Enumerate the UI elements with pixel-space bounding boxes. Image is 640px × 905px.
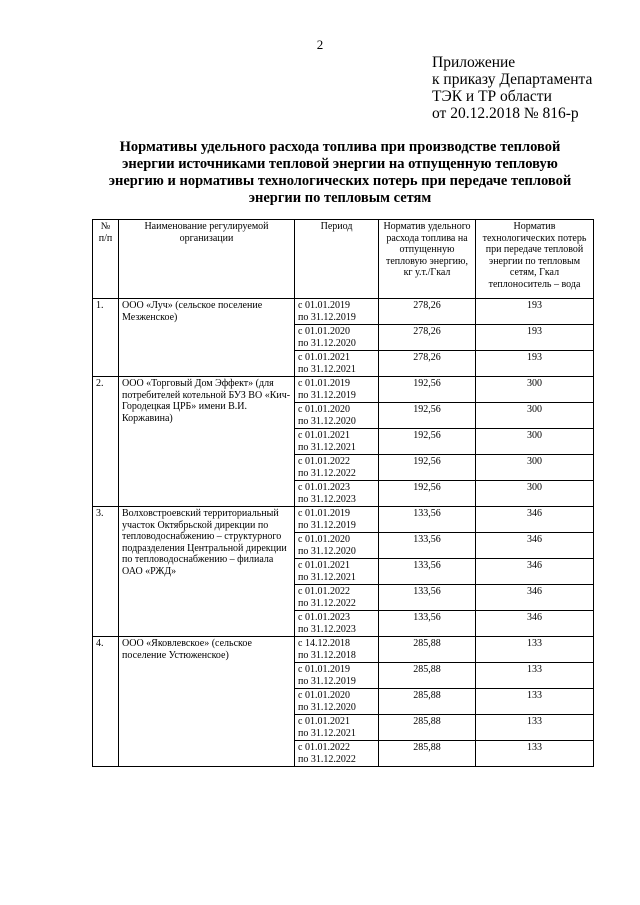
loss-norm-cell: 346 [476, 533, 594, 559]
fuel-norm-cell: 133,56 [379, 611, 476, 637]
period-to: по 31.12.2021 [298, 363, 356, 375]
period-from: с 01.01.2022 [298, 456, 350, 467]
loss-norm-cell: 300 [476, 429, 594, 455]
fuel-norm-cell: 192,56 [379, 481, 476, 507]
period-to: по 31.12.2020 [298, 337, 356, 349]
fuel-norm-cell: 192,56 [379, 429, 476, 455]
loss-norm-cell: 193 [476, 351, 594, 377]
period-to: по 31.12.2022 [298, 753, 356, 765]
fuel-norm-cell: 133,56 [379, 559, 476, 585]
period-from: с 01.01.2023 [298, 612, 350, 623]
period-from: с 01.01.2020 [298, 690, 350, 701]
period-from: с 01.01.2021 [298, 430, 350, 441]
org-name: Волховстроевский территориальный участок Октябрьской дирекции по тепловодоснабжению – структурного подразделения Центральной дирекции по тепловодоснабжению – филиала ОАО «РЖД» [119, 507, 295, 637]
period-to: по 31.12.2020 [298, 545, 356, 557]
fuel-norm-cell: 192,56 [379, 455, 476, 481]
period-to: по 31.12.2021 [298, 441, 356, 453]
period-cell [295, 455, 379, 481]
period-from: с 01.01.2023 [298, 482, 350, 493]
period-from: с 01.01.2019 [298, 664, 350, 675]
document-title: Нормативы удельного расхода топлива при производстве тепловой энергии источниками тепловой энергии на отпущенную тепловую энергию и нормативы технологических потерь при передаче тепловой энергии по тепловым сетям [108, 139, 572, 206]
period-from: с 01.01.2019 [298, 378, 350, 389]
period-to: по 31.12.2019 [298, 311, 356, 323]
appendix-line: Приложение [432, 54, 516, 71]
period-to: по 31.12.2020 [298, 415, 356, 427]
period-cell [295, 741, 379, 767]
period-from: с 01.01.2022 [298, 742, 350, 753]
period-from: с 14.12.2018 [298, 638, 350, 649]
header-num: № п/п [93, 220, 119, 299]
period-to: по 31.12.2021 [298, 727, 356, 739]
period-to: по 31.12.2019 [298, 389, 356, 401]
org-number: 1. [93, 299, 119, 377]
fuel-norm-cell: 285,88 [379, 715, 476, 741]
period-to: по 31.12.2022 [298, 467, 356, 479]
fuel-norm-cell: 278,26 [379, 325, 476, 351]
fuel-norm-cell: 285,88 [379, 741, 476, 767]
loss-norm-cell: 133 [476, 715, 594, 741]
loss-norm-cell: 300 [476, 377, 594, 403]
period-cell [295, 325, 379, 351]
period-from: с 01.01.2020 [298, 326, 350, 337]
table-row [93, 299, 594, 325]
period-cell [295, 533, 379, 559]
period-from: с 01.01.2021 [298, 352, 350, 363]
table-row [93, 507, 594, 533]
fuel-norm-cell: 285,88 [379, 663, 476, 689]
period-to: по 31.12.2018 [298, 649, 356, 661]
fuel-norm-cell: 285,88 [379, 689, 476, 715]
period-to: по 31.12.2019 [298, 675, 356, 687]
org-name: ООО «Яковлевское» (сельское поселение Устюженское) [119, 637, 295, 767]
page-number: 2 [316, 37, 324, 52]
table-body [93, 299, 594, 767]
loss-norm-cell: 300 [476, 481, 594, 507]
period-cell [295, 663, 379, 689]
period-cell [295, 299, 379, 325]
period-cell [295, 351, 379, 377]
loss-norm-cell: 346 [476, 611, 594, 637]
period-to: по 31.12.2020 [298, 701, 356, 713]
header-loss-norm: Норматив технологических потерь при передаче тепловой энергии по тепловым сетям, Гкал теплоноситель – вода [476, 220, 594, 299]
loss-norm-cell: 346 [476, 585, 594, 611]
fuel-norm-cell: 285,88 [379, 637, 476, 663]
loss-norm-cell: 133 [476, 689, 594, 715]
loss-norm-cell: 300 [476, 403, 594, 429]
appendix-line: ТЭК и ТР области [432, 88, 552, 105]
appendix-line: к приказу Департамента [432, 71, 593, 88]
org-name: ООО «Луч» (сельское поселение Мезженское) [119, 299, 295, 377]
loss-norm-cell: 133 [476, 663, 594, 689]
loss-norm-cell: 300 [476, 455, 594, 481]
period-from: с 01.01.2021 [298, 560, 350, 571]
loss-norm-cell: 193 [476, 325, 594, 351]
org-name: ООО «Торговый Дом Эффект» (для потребителей котельной БУЗ ВО «Кич-Городецкая ЦРБ» имени В.И. Коржавина) [119, 377, 295, 507]
period-cell [295, 585, 379, 611]
table-header-row [93, 220, 594, 299]
fuel-norm-cell: 133,56 [379, 533, 476, 559]
org-number: 4. [93, 637, 119, 767]
fuel-norm-cell: 278,26 [379, 351, 476, 377]
period-from: с 01.01.2020 [298, 404, 350, 415]
period-to: по 31.12.2022 [298, 597, 356, 609]
header-period: Период [295, 220, 379, 299]
table-row [93, 637, 594, 663]
period-to: по 31.12.2019 [298, 519, 356, 531]
period-to: по 31.12.2023 [298, 493, 356, 505]
fuel-norm-cell: 133,56 [379, 585, 476, 611]
period-cell [295, 715, 379, 741]
norms-table [92, 219, 594, 767]
period-cell [295, 689, 379, 715]
period-cell [295, 403, 379, 429]
period-from: с 01.01.2022 [298, 586, 350, 597]
loss-norm-cell: 133 [476, 637, 594, 663]
period-from: с 01.01.2020 [298, 534, 350, 545]
period-to: по 31.12.2023 [298, 623, 356, 635]
org-number: 2. [93, 377, 119, 507]
loss-norm-cell: 193 [476, 299, 594, 325]
period-cell [295, 429, 379, 455]
period-cell [295, 637, 379, 663]
loss-norm-cell: 346 [476, 559, 594, 585]
appendix-header [432, 54, 592, 122]
header-fuel-norm: Норматив удельного расхода топлива на отпущенную тепловую энергию, кг у.т./Гкал [379, 220, 476, 299]
appendix-line: от 20.12.2018 № 816-р [432, 105, 579, 122]
period-cell [295, 481, 379, 507]
period-to: по 31.12.2021 [298, 571, 356, 583]
loss-norm-cell: 133 [476, 741, 594, 767]
fuel-norm-cell: 192,56 [379, 403, 476, 429]
period-from: с 01.01.2021 [298, 716, 350, 727]
fuel-norm-cell: 192,56 [379, 377, 476, 403]
table-row [93, 377, 594, 403]
fuel-norm-cell: 133,56 [379, 507, 476, 533]
period-cell [295, 507, 379, 533]
period-from: с 01.01.2019 [298, 508, 350, 519]
period-cell [295, 559, 379, 585]
period-from: с 01.01.2019 [298, 300, 350, 311]
period-cell [295, 611, 379, 637]
loss-norm-cell: 346 [476, 507, 594, 533]
header-name: Наименование регулируемой организации [119, 220, 295, 299]
period-cell [295, 377, 379, 403]
org-number: 3. [93, 507, 119, 637]
fuel-norm-cell: 278,26 [379, 299, 476, 325]
